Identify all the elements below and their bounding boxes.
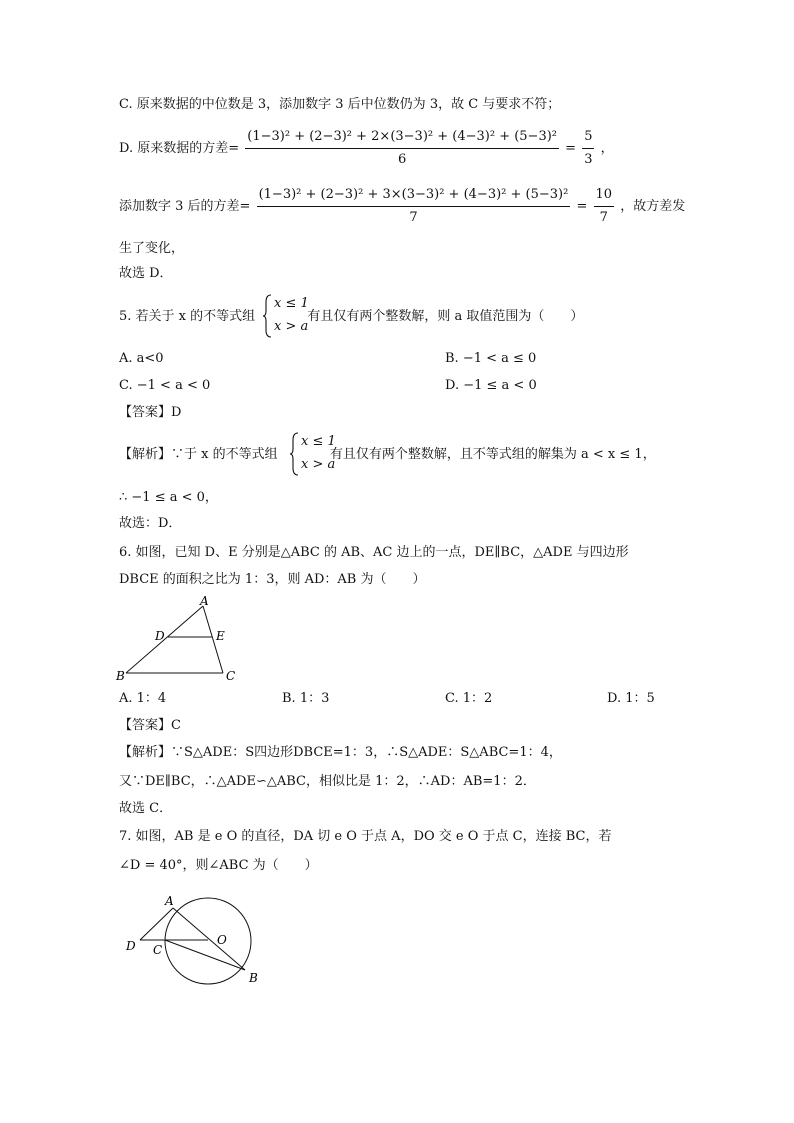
- q4-add-fraction: [257, 186, 571, 227]
- q4-d-result-num: 5: [582, 128, 594, 149]
- q5-answer: 【答案】D: [119, 405, 182, 420]
- q4-d-numerator: (1−3)² + (2−3)² + 2×(3−3)² + (4−3)² + (5−3)²: [245, 128, 559, 149]
- q4-changed-line: 生了变化，: [119, 241, 185, 256]
- q6-answer: 【答案】C: [119, 718, 181, 733]
- q4-option-c-analysis: C. 原来数据的中位数是 3，添加数字 3 后中位数仍为 3，故 C 与要求不符；: [119, 97, 561, 112]
- q6-option-b: B. 1：3: [282, 691, 330, 706]
- q5-analysis-brace: [290, 432, 300, 476]
- q4-add-denominator: 7: [409, 210, 418, 225]
- q6-label-a: A: [200, 594, 209, 608]
- q6-triangle-figure: [112, 594, 247, 684]
- q6-label-d: D: [155, 629, 165, 643]
- q4-d-fraction: [245, 128, 559, 169]
- q5-option-b: B. −1 < a ≤ 0: [445, 351, 537, 366]
- q6-stem-line1: 6. 如图，已知 D、E 分别是△ABC 的 AB、AC 边上的一点，DE∥BC，△ADE 与四边形: [119, 545, 629, 560]
- q7-label-d: D: [126, 939, 136, 953]
- q4-d-equals: =: [565, 141, 577, 156]
- q7-circle-o: [165, 898, 251, 984]
- q6-analysis-line2: 又∵DE∥BC，∴△ADE∽△ABC，相似比是 1：2，∴AD：AB=1：2．: [119, 774, 536, 789]
- q4-add-result-num: 10: [594, 186, 615, 207]
- q5-therefore: ∴ −1 ≤ a < 0，: [119, 490, 218, 505]
- q5-analysis-suffix: 有且仅有两个整数解，且不等式组的解集为 a < x ≤ 1，: [329, 447, 656, 462]
- q5-analysis-prefix: 【解析】∵于 x 的不等式组: [119, 447, 278, 462]
- q4-add-prefix: 添加数字 3 后的方差=: [119, 199, 251, 214]
- q5-conclusion: 故选：D．: [119, 516, 182, 531]
- q7-stem-line1: 7. 如图，AB 是 e O 的直径，DA 切 e O 于点 A，DO 交 e O 于点 C，连接 BC，若: [119, 829, 612, 844]
- q4-d-prefix: D. 原来数据的方差=: [119, 141, 240, 156]
- q5-analysis-sys-line1: x ≤ 1: [301, 434, 336, 449]
- q7-label-o: O: [217, 933, 227, 947]
- q4-add-suffix: ，故方差发: [620, 199, 686, 214]
- q6-option-a: A. 1：4: [119, 691, 167, 706]
- q4-added-variance: [119, 186, 685, 227]
- q6-stem-line2: DBCE 的面积之比为 1：3，则 AD：AB 为（ ）: [119, 572, 426, 587]
- q4-add-result: [594, 186, 615, 227]
- q7-label-c: C: [153, 943, 163, 957]
- q4-add-numerator: (1−3)² + (2−3)² + 3×(3−3)² + (4−3)² + (5−3)²: [257, 186, 571, 207]
- q4-d-result: [582, 128, 594, 169]
- q5-option-d: D. −1 ≤ a < 0: [445, 378, 537, 393]
- q6-label-c: C: [226, 669, 236, 683]
- q5-analysis-sys-line2: x > a: [301, 457, 336, 472]
- q6-label-e: E: [216, 629, 225, 643]
- q4-add-result-den: 7: [599, 210, 608, 225]
- q4-add-equals: =: [576, 199, 588, 214]
- q5-system-brace: [263, 294, 273, 338]
- q5-stem-prefix: 5. 若关于 x 的不等式组: [119, 309, 256, 324]
- q4-conclusion: 故选 D．: [119, 266, 173, 281]
- q6-option-c: C. 1：2: [445, 691, 493, 706]
- q7-circle-figure: [118, 890, 268, 990]
- q5-option-c: C. −1 < a < 0: [119, 378, 211, 393]
- q4-d-suffix: ，: [600, 141, 614, 156]
- q7-segment-bc: [165, 940, 245, 970]
- q6-option-d: D. 1：5: [607, 691, 655, 706]
- q7-diameter-ab: [173, 908, 245, 970]
- q5-system-line2: x > a: [274, 319, 309, 334]
- q7-label-a: A: [165, 894, 174, 908]
- q6-conclusion: 故选 C．: [119, 801, 173, 816]
- q7-stem-line2: ∠D = 40°，则∠ABC 为（ ）: [119, 858, 318, 873]
- q5-option-a: A. a<0: [119, 351, 164, 366]
- q5-system-line1: x ≤ 1: [274, 296, 309, 311]
- q5-stem-suffix: 有且仅有两个整数解，则 a 取值范围为（ ）: [307, 309, 584, 324]
- q7-label-b: B: [249, 971, 258, 985]
- q5-analysis: [119, 446, 656, 464]
- q6-analysis-line1: 【解析】∵S△ADE：S四边形DBCE=1：3，∴S△ADE：S△ABC=1：4，: [119, 745, 562, 760]
- q4-d-result-den: 3: [584, 152, 593, 167]
- q4-d-denominator: 6: [398, 152, 407, 167]
- q4-option-d-variance: [119, 128, 614, 169]
- q5-stem: [119, 308, 583, 326]
- q6-label-b: B: [116, 669, 125, 683]
